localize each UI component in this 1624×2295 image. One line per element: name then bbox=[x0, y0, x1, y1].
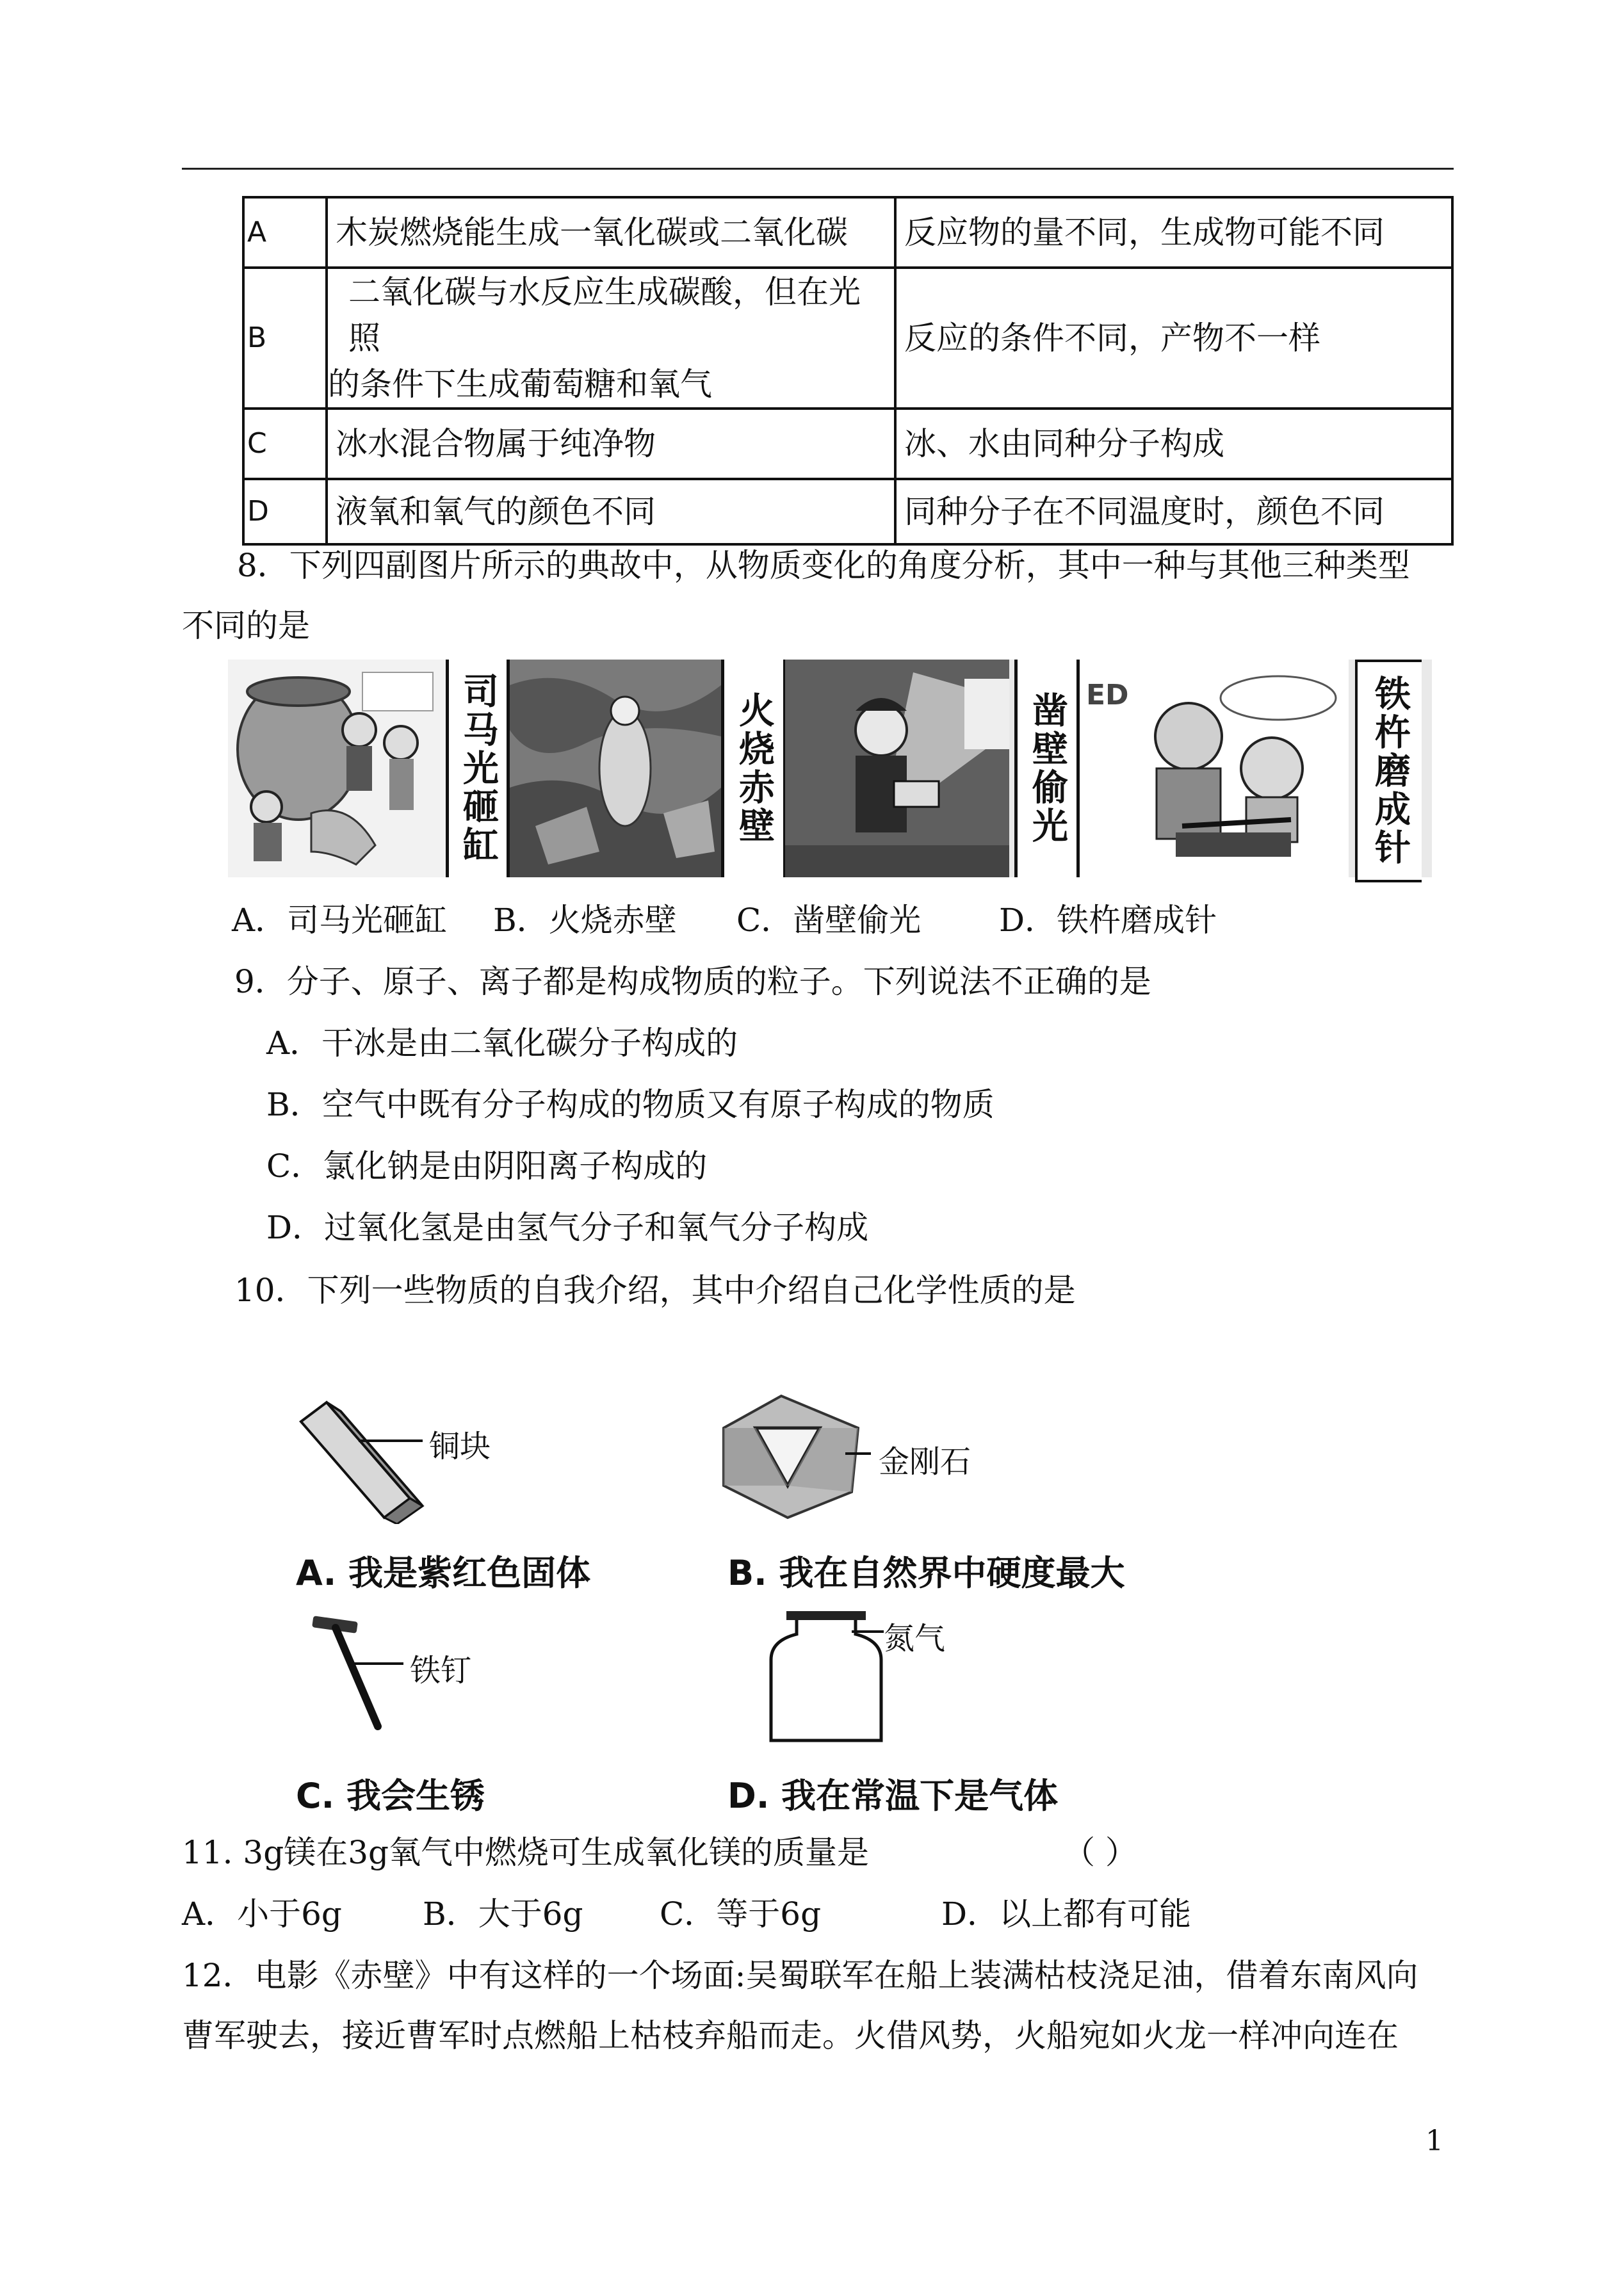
q9-stem: 9．分子、原子、离子都是构成物质的粒子。下列说法不正确的是 bbox=[234, 963, 1151, 1000]
row-fact: 木炭燃烧能生成一氧化碳或二氧化碳 bbox=[327, 197, 895, 268]
q9-option-b: B．空气中既有分子构成的物质又有原子构成的物质 bbox=[266, 1086, 995, 1123]
svg-text:ED: ED bbox=[1086, 679, 1129, 711]
q8-picture-strip bbox=[228, 660, 1432, 877]
table-row bbox=[243, 479, 1452, 544]
q8-option-b: B．火烧赤壁 bbox=[493, 902, 677, 939]
row-reason: 冰、水由同种分子构成 bbox=[895, 409, 1452, 479]
row-key: B bbox=[243, 268, 327, 409]
comparison-table bbox=[242, 196, 1454, 546]
q8-option-c: C．凿壁偷光 bbox=[736, 902, 922, 939]
q12-line2: 曹军驶去，接近曹军时点燃船上枯枝弃船而走。火借风势，火船宛如火龙一样冲向连在 bbox=[182, 2017, 1399, 2054]
wall-light-illustration bbox=[785, 660, 1009, 877]
row-key: D bbox=[243, 479, 327, 544]
panel-label: 司马光砸缸 bbox=[446, 660, 510, 877]
row-fact bbox=[327, 268, 895, 409]
q10-option-b: B. 我在自然界中硬度最大 bbox=[727, 1553, 1125, 1593]
q11-stem: 11. 3g镁在3g氧气中燃烧可生成氧化镁的质量是 bbox=[182, 1834, 870, 1871]
q8-option-d: D．铁杵磨成针 bbox=[999, 902, 1217, 939]
panel-label: 火烧赤壁 bbox=[721, 660, 786, 877]
q11-option-d: D．以上都有可能 bbox=[941, 1895, 1192, 1933]
row-fact-line: 的条件下生成葡萄糖和氧气 bbox=[328, 366, 712, 403]
q8-stem-line1: 8．下列四副图片所示的典故中，从物质变化的角度分析，其中一种与其他三种类型 bbox=[237, 547, 1410, 584]
panel-label: 凿壁偷光 bbox=[1014, 660, 1080, 877]
table-row bbox=[243, 409, 1452, 479]
panel-label: 铁杵磨成针 bbox=[1355, 660, 1422, 882]
row-key: C bbox=[243, 409, 327, 479]
q9-option-c: C．氯化钠是由阴阳离子构成的 bbox=[266, 1148, 708, 1185]
q10-option-c: C. 我会生锈 bbox=[296, 1776, 485, 1816]
callout-iron-nail: 铁钉 bbox=[410, 1653, 472, 1689]
copper-block-figure bbox=[295, 1396, 653, 1524]
q9-option-a: A．干冰是由二氧化碳分子构成的 bbox=[266, 1025, 738, 1062]
q11-answer-bracket: （ ） bbox=[1063, 1834, 1137, 1871]
row-fact: 液氧和氧气的颜色不同 bbox=[327, 479, 895, 544]
q10-stem: 10．下列一些物质的自我介绍，其中介绍自己化学性质的是 bbox=[234, 1272, 1076, 1309]
row-reason: 同种分子在不同温度时，颜色不同 bbox=[895, 479, 1452, 544]
q10-option-d: D. 我在常温下是气体 bbox=[727, 1776, 1059, 1816]
page-number: 1 bbox=[1425, 2125, 1443, 2157]
diamond-figure bbox=[711, 1390, 1095, 1524]
q8-option-a: A．司马光砸缸 bbox=[232, 902, 448, 939]
q11-option-b: B．大于6g bbox=[423, 1895, 583, 1933]
q12-line1: 12．电影《赤壁》中有这样的一个场面:吴蜀联军在船上装满枯枝浇足油，借着东南风向 bbox=[182, 1957, 1418, 1994]
iron-needle-illustration bbox=[1080, 660, 1349, 877]
row-fact-line: 二氧化碳与水反应生成碳酸，但在光照 bbox=[348, 273, 861, 357]
row-reason: 反应的条件不同，产物不一样 bbox=[895, 268, 1452, 409]
table-row bbox=[243, 268, 1452, 409]
row-fact: 冰水混合物属于纯净物 bbox=[327, 409, 895, 479]
q11-option-c: C．等于6g bbox=[660, 1895, 822, 1933]
sima-guang-illustration bbox=[228, 660, 446, 877]
q8-stem-line2: 不同的是 bbox=[182, 607, 310, 644]
header-rule bbox=[182, 168, 1454, 170]
nitrogen-bottle-figure bbox=[756, 1606, 1025, 1747]
callout-copper: 铜块 bbox=[429, 1429, 491, 1464]
callout-diamond: 金刚石 bbox=[879, 1444, 971, 1480]
table-row bbox=[243, 197, 1452, 268]
row-key: A bbox=[243, 197, 327, 268]
q10-option-a: A. 我是紫红色固体 bbox=[296, 1553, 591, 1593]
iron-nail-figure bbox=[307, 1611, 576, 1739]
callout-nitrogen: 氮气 bbox=[884, 1621, 946, 1657]
q9-option-d: D．过氧化氢是由氢气分子和氧气分子构成 bbox=[266, 1209, 869, 1246]
q11-option-a: A．小于6g bbox=[182, 1895, 342, 1933]
fire-battle-illustration bbox=[510, 660, 721, 877]
row-reason: 反应物的量不同，生成物可能不同 bbox=[895, 197, 1452, 268]
